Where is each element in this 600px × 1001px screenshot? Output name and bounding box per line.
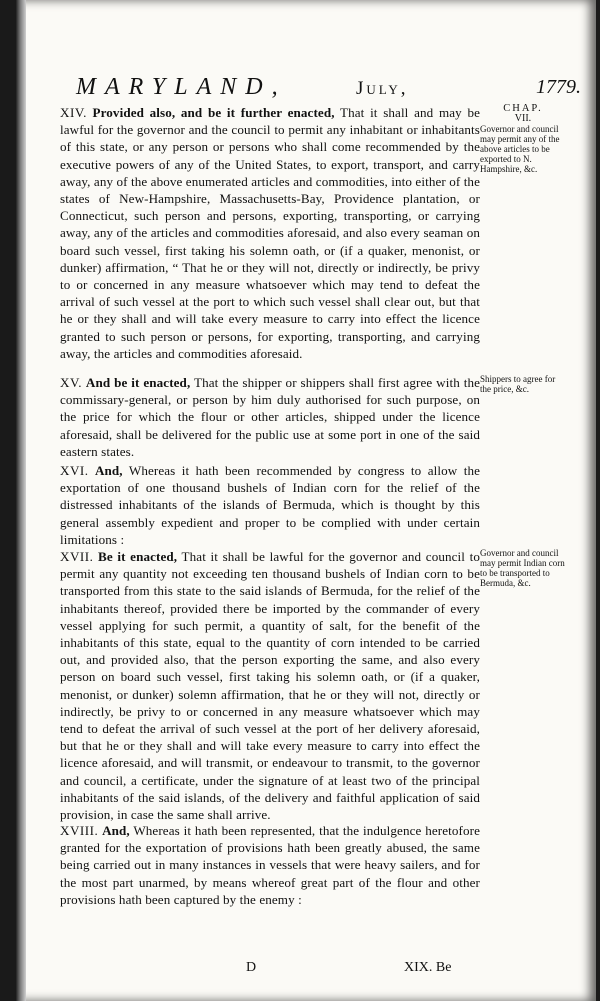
section-xv	[60, 374, 480, 460]
margin-note-text: Governor and council may permit Indian corn to be transported to Bermuda, &c.	[480, 548, 565, 588]
section-lead: And,	[102, 823, 130, 838]
page-gutter	[16, 0, 26, 1001]
section-body: That it shall be lawful for the governor and council to permit any quantity not exceeding ten thousand bushels of Indian corn to be transported from this state to the said islands of Bermuda, for the relief of the inhabitants thereof, provided there be imported by the commander of every vessel applying for such permit, a quantity of salt, for the benefit of the inhabitants of this state, equal to the quantity of corn intended to be carried out, and provided also, that the person exporting the same, and also every person on board such vessel, first taking his solemn oath, or (if a quaker, menonist, or dunker) solemn affirmation, that he or they will not, directly or indirectly, be privy to or concerned in any measure whatsoever which may tend to defeat the arrival of such vessel at the port of her delivery aforesaid, but that he or they shall and will take every measure to carry into effect the licence aforesaid, and will transmit, or endeavour to transmit, to the governor and council, a certificate, under the signature of at least two of the principal inhabitants of the said islands, of the delivery and faithful application of said provision, in case the same shall arrive.	[60, 549, 481, 823]
section-xvi	[60, 462, 480, 548]
header-month: July,	[356, 78, 409, 99]
section-lead: And be it enacted,	[85, 375, 191, 390]
chapter-number: VII.	[514, 113, 532, 124]
section-xviii	[60, 822, 480, 908]
section-body: That the shipper or shippers shall first agree with the commissary-general, or person by him duly authorised for such purpose, on the price for which the flour or other articles, shipped under the licence aforesaid, shall be delivered for the public use at some port in one of the said eastern states.	[60, 375, 481, 459]
section-number: XVIII.	[60, 823, 99, 838]
margin-note-text: Governor and council may permit any of the above articles to be exported to N. Hampshire, &c.	[480, 124, 560, 174]
section-body: Whereas it hath been represented, that the indulgence heretofore granted for the exportation of provisions hath been greatly abused, the same being carried out in many instances in vessels that were heavy sailers, and for the most part unarmed, by means whereof great part of the flour and other provisions hath been captured by the enemy :	[60, 823, 481, 907]
section-body: That it shall and may be lawful for the governor and the council to permit any inhabitant or inhabitants of this state, or any person or persons who shall come recommended by the executive powers of any of the United States, to export, transport, and carry away, any of the above enumerated articles and commodities, into either of the states of New-Hampshire, Massachusetts-Bay, Providence plantation, or Connecticut, such person and persons, exporting, transporting, or carrying away, any of the articles and commodities aforesaid, and also every seaman on board such vessel, first taking his solemn oath, or (if a quaker, menonist, or dunker) affirmation, “ That he or they will not, directly or indirectly, be privy to or concerned in any measure whatsoever which may tend to defeat the arrival of such vessel at the port to which such vessel shall clear out, but that he or they shall and will take every measure to carry into effect the licence granted to such person or persons, for exporting, transporting, and carrying away, the articles and commodities aforesaid.	[60, 105, 480, 361]
section-xiv	[60, 104, 480, 362]
section-number: XVII.	[60, 549, 94, 564]
margin-note-bermuda	[480, 548, 566, 588]
header-state: MARYLAND,	[76, 74, 287, 100]
section-number: XVI.	[60, 463, 89, 478]
signature-mark: D	[246, 960, 257, 975]
section-lead: Provided also, and be it further enacted,	[92, 105, 335, 120]
header-year: 1779.	[536, 76, 581, 98]
section-lead: And,	[94, 463, 123, 478]
margin-note-text: Shippers to agree for the price, &c.	[480, 374, 556, 394]
running-header	[76, 74, 581, 104]
section-lead: Be it enacted,	[98, 549, 178, 564]
section-body: Whereas it hath been recommended by congress to allow the exportation of one thousand bushels of Indian corn for the relief of the distressed inhabitants of the islands of Bermuda, which is thought by this general assembly expedient and proper to be complied with under certain limitations :	[60, 463, 481, 547]
chapter-label: CHAP.	[503, 103, 543, 114]
margin-note-shippers	[480, 374, 566, 394]
catchword: XIX. Be	[404, 960, 452, 975]
section-number: XV.	[60, 375, 82, 390]
margin-note-chap-vii	[480, 104, 566, 174]
section-number: XIV.	[60, 105, 87, 120]
section-xvii	[60, 548, 480, 823]
book-page	[16, 0, 596, 1001]
